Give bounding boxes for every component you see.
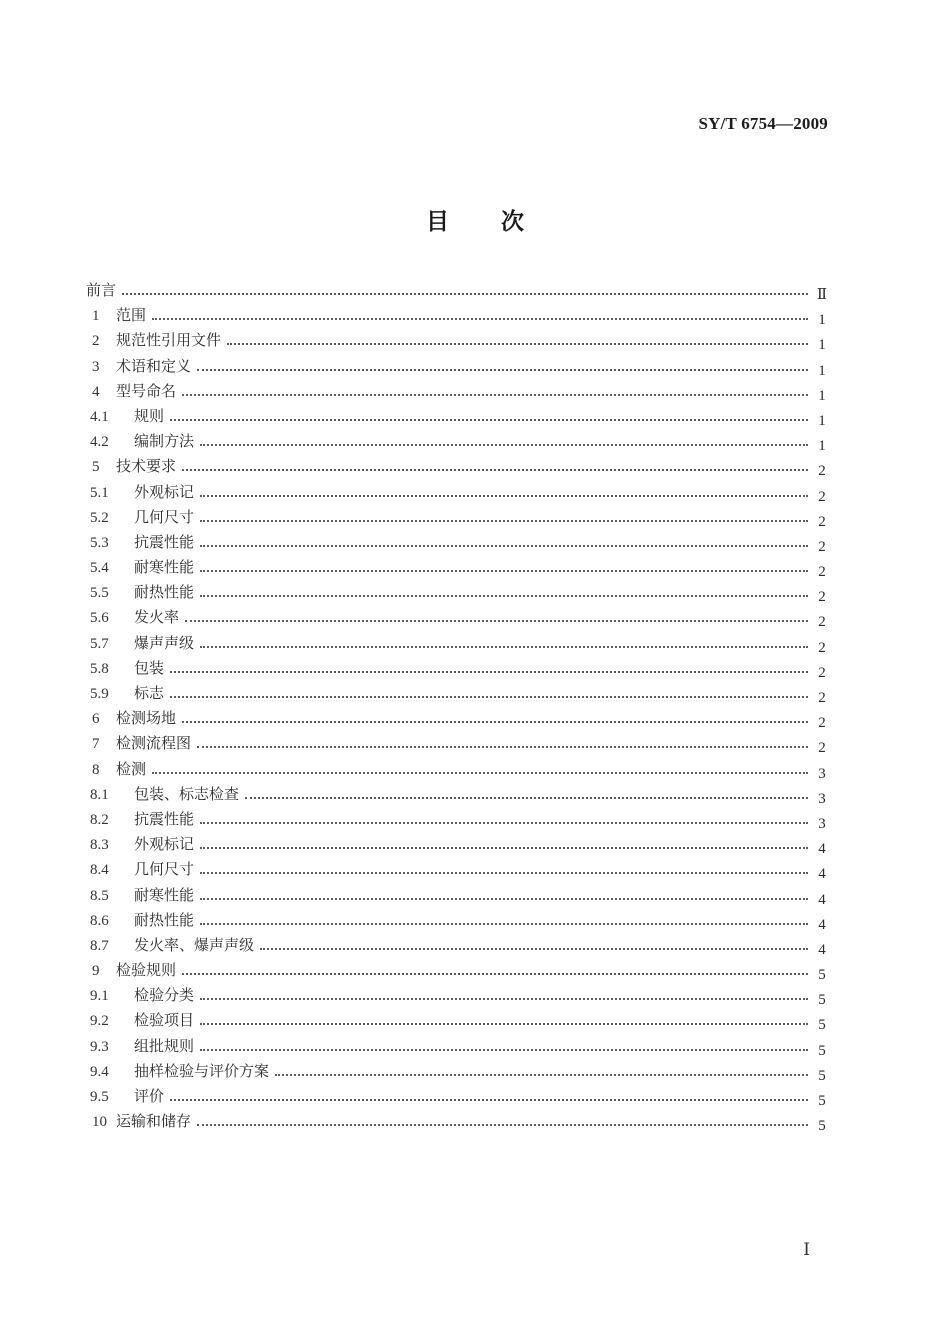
toc-entry-page: 2	[818, 488, 826, 505]
toc-entry-page: 2	[818, 715, 826, 732]
toc-entry-page: 1	[818, 337, 826, 354]
toc-leader-dots	[200, 922, 808, 925]
toc-entry[interactable]	[86, 1109, 828, 1134]
toc-entry[interactable]	[86, 530, 828, 555]
toc-entry-number: 8.4	[90, 862, 109, 879]
toc-entry-number: 5.8	[90, 660, 109, 677]
toc-leader-dots	[197, 368, 808, 371]
toc-entry-page: 1	[818, 412, 826, 429]
toc-entry-title: 耐热性能	[134, 583, 195, 602]
toc-entry-number: 5.5	[90, 585, 109, 602]
toc-entry-page: 1	[818, 312, 826, 329]
toc-leader-dots	[200, 1022, 808, 1025]
toc-entry-title: 检验分类	[134, 986, 195, 1005]
toc-entry-title: 耐寒性能	[134, 885, 195, 904]
toc-entry-title: 编制方法	[134, 432, 195, 451]
toc-entry-title: 标志	[134, 684, 165, 702]
toc-entry[interactable]	[86, 505, 828, 530]
toc-entry-title: 几何尺寸	[134, 860, 195, 879]
toc-entry-title: 规则	[134, 406, 165, 425]
toc-entry-number: 5.3	[90, 534, 109, 551]
toc-entry-number: 8.3	[90, 837, 109, 854]
toc-entry-page: 4	[818, 941, 826, 958]
toc-entry-title: 耐热性能	[134, 910, 195, 929]
toc-entry-page: 4	[818, 841, 826, 858]
toc-entry-page: 1	[818, 438, 826, 455]
toc-entry-title: 技术要求	[116, 457, 177, 476]
toc-entry[interactable]	[86, 908, 828, 933]
toc-entry-number: 9.3	[90, 1038, 109, 1055]
toc-entry-number: 5.2	[90, 509, 109, 526]
toc-entry[interactable]	[86, 1034, 828, 1059]
toc-entry-number: 5.4	[90, 560, 109, 577]
toc-entry[interactable]	[86, 303, 828, 328]
toc-leader-dots	[152, 771, 808, 774]
toc-leader-dots	[182, 972, 808, 975]
toc-entry[interactable]	[86, 379, 828, 404]
toc-entry-number: 10	[92, 1114, 107, 1131]
toc-entry-page: 4	[818, 916, 826, 933]
toc-entry-title: 术语和定义	[116, 356, 192, 375]
toc-entry-title: 范围	[116, 306, 147, 325]
toc-entry[interactable]	[86, 681, 828, 706]
toc-entry-page: 2	[818, 614, 826, 631]
toc-leader-dots	[245, 796, 808, 799]
toc-entry-title: 几何尺寸	[134, 507, 195, 526]
toc-entry-number: 2	[92, 333, 100, 350]
toc-entry-number: 8	[92, 761, 100, 778]
toc-entry[interactable]	[86, 1084, 828, 1109]
toc-entry[interactable]	[86, 656, 828, 681]
toc-leader-dots	[227, 342, 808, 345]
toc-entry-number: 1	[92, 308, 100, 325]
toc-leader-dots	[275, 1073, 808, 1076]
toc-leader-dots	[200, 594, 808, 597]
toc-entry-title: 外观标记	[134, 835, 195, 854]
toc-entry[interactable]	[86, 278, 828, 303]
toc-entry-title: 包装	[134, 658, 165, 677]
toc-entry-page: 1	[818, 387, 826, 404]
toc-entry-page: 3	[818, 790, 826, 807]
toc-entry-page: 5	[818, 1017, 826, 1034]
toc-entry-title: 检验规则	[116, 961, 177, 980]
toc-entry-number: 5.1	[90, 484, 109, 501]
toc-leader-dots	[200, 897, 808, 900]
title-char-1: 目	[426, 208, 449, 235]
toc-leader-dots	[200, 443, 808, 446]
toc-entry-number: 9	[92, 963, 100, 980]
toc-entry-number: 8.1	[90, 786, 109, 803]
toc-entry-number: 3	[92, 358, 100, 375]
toc-entry-page: 5	[818, 1093, 826, 1109]
toc-entry-number: 5.9	[90, 686, 109, 702]
toc-leader-dots	[170, 695, 808, 698]
toc-leader-dots	[200, 997, 808, 1000]
toc-entry-page: 4	[818, 891, 826, 908]
toc-entry-number: 4	[92, 383, 100, 400]
toc-entry-number: 5	[92, 459, 100, 476]
toc-entry-page: 2	[818, 740, 826, 757]
toc-entry[interactable]	[86, 1008, 828, 1033]
toc-entry-page: 4	[818, 866, 826, 883]
toc-entry-title: 型号命名	[116, 381, 177, 400]
toc-leader-dots	[122, 292, 808, 295]
toc-entry-title: 检测场地	[116, 709, 177, 728]
toc-leader-dots	[197, 745, 808, 748]
toc-entry-page: 5	[818, 1042, 826, 1059]
toc-leader-dots	[200, 871, 808, 874]
toc-entry[interactable]	[86, 983, 828, 1008]
toc-leader-dots	[200, 569, 808, 572]
toc-entry[interactable]	[86, 883, 828, 908]
toc-leader-dots	[170, 1098, 808, 1101]
toc-entry-page: Ⅱ	[816, 287, 828, 303]
toc-entry-number: 9.2	[90, 1013, 109, 1030]
toc-entry-number: 6	[92, 711, 100, 728]
toc-entry-number: 9.5	[90, 1089, 109, 1105]
toc-entry-number: 8.7	[90, 937, 109, 954]
toc-entry[interactable]	[86, 480, 828, 505]
toc-leader-dots	[200, 645, 808, 648]
toc-entry-title: 发火率、爆声声级	[134, 935, 255, 954]
toc-entry[interactable]	[86, 429, 828, 454]
title-char-2: 次	[501, 208, 524, 235]
toc-entry[interactable]	[86, 555, 828, 580]
toc-entry-page: 2	[818, 538, 826, 555]
toc-leader-dots	[200, 821, 808, 824]
toc-entry-title: 发火率	[134, 608, 180, 627]
standard-code: SY/T 6754—2009	[698, 114, 828, 133]
toc-entry-title: 评价	[134, 1087, 165, 1105]
toc-entry-number: 4.1	[90, 408, 109, 425]
toc-entry-page: 2	[818, 564, 826, 581]
toc-entry[interactable]	[86, 605, 828, 630]
toc-entry-page: 5	[818, 967, 826, 984]
toc-entry-page: 5	[818, 992, 826, 1009]
toc-entry[interactable]	[86, 631, 828, 656]
toc-leader-dots	[170, 670, 808, 673]
toc-entry-page: 2	[818, 690, 826, 706]
toc-leader-dots	[182, 468, 808, 471]
toc-entry[interactable]	[86, 404, 828, 429]
toc-entry-page: 2	[818, 639, 826, 656]
toc-entry-number: 5.7	[90, 635, 109, 652]
toc-entry-number: 8.2	[90, 811, 109, 828]
toc-leader-dots	[260, 947, 808, 950]
toc-entry[interactable]	[86, 354, 828, 379]
toc-entry-title: 包装、标志检查	[134, 784, 240, 803]
toc-leader-dots	[200, 544, 808, 547]
toc-entry-number: 8.6	[90, 912, 109, 929]
toc-entry-number: 5.6	[90, 610, 109, 627]
toc-entry-page: 1	[818, 362, 826, 379]
toc-entry-title: 检测流程图	[116, 734, 192, 753]
page-title	[0, 203, 950, 236]
toc-entry-number: 4.2	[90, 434, 109, 451]
toc-entry[interactable]	[86, 328, 828, 353]
toc-entry-page: 5	[818, 1067, 826, 1084]
toc-leader-dots	[200, 1048, 808, 1051]
toc-entry-title: 组批规则	[134, 1036, 195, 1055]
toc-entry-title: 规范性引用文件	[116, 331, 222, 350]
toc-entry-page: 3	[818, 765, 826, 782]
toc-entry-title: 检测	[116, 759, 147, 778]
toc-entry-title: 前言	[86, 281, 117, 299]
toc-leader-dots	[182, 393, 808, 396]
toc-leader-dots	[200, 494, 808, 497]
toc-entry[interactable]	[86, 857, 828, 882]
toc-entry-page: 3	[818, 815, 826, 832]
toc-entry[interactable]	[86, 958, 828, 983]
toc-entry-number: 9.1	[90, 988, 109, 1005]
toc-leader-dots	[200, 519, 808, 522]
toc-entry[interactable]	[86, 580, 828, 605]
toc-entry[interactable]	[86, 782, 828, 807]
toc-entry-number: 9.4	[90, 1063, 109, 1080]
toc-entry-page: 2	[818, 664, 826, 681]
toc-entry-page: 2	[818, 589, 826, 606]
toc-entry[interactable]	[86, 454, 828, 479]
toc-entry-number: 7	[92, 736, 100, 753]
toc-entry-page: 2	[818, 513, 826, 530]
page-number: Ⅰ	[803, 1240, 810, 1259]
toc-leader-dots	[182, 720, 808, 723]
toc-leader-dots	[197, 1123, 808, 1126]
toc-entry[interactable]	[86, 757, 828, 782]
toc-entry[interactable]	[86, 807, 828, 832]
toc-entry-title: 爆声声级	[134, 633, 195, 652]
toc-entry-page: 5	[818, 1118, 826, 1135]
toc-leader-dots	[200, 846, 808, 849]
toc-entry[interactable]	[86, 731, 828, 756]
toc-leader-dots	[152, 317, 808, 320]
toc-entry[interactable]	[86, 706, 828, 731]
toc-entry-title: 运输和储存	[116, 1112, 192, 1131]
toc-entry-title: 抗震性能	[134, 809, 195, 828]
toc-entry-title: 耐寒性能	[134, 558, 195, 577]
toc-entry-number: 8.5	[90, 887, 109, 904]
toc-entry[interactable]	[86, 1059, 828, 1084]
toc-entry-title: 检验项目	[134, 1011, 195, 1030]
toc-entry-title: 外观标记	[134, 482, 195, 501]
toc-leader-dots	[185, 619, 808, 622]
toc-entry-page: 2	[818, 463, 826, 480]
toc-entry[interactable]	[86, 933, 828, 958]
toc-entry[interactable]	[86, 832, 828, 857]
toc-entry-title: 抗震性能	[134, 532, 195, 551]
table-of-contents	[86, 278, 828, 1134]
toc-entry-title: 抽样检验与评价方案	[134, 1061, 270, 1080]
toc-leader-dots	[170, 418, 808, 421]
